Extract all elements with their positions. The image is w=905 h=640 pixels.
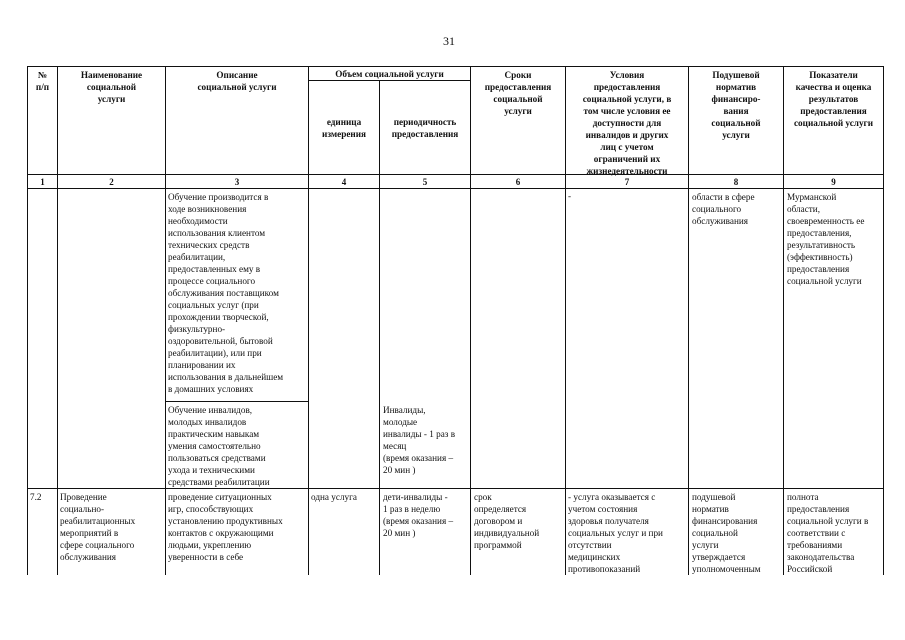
- column-number: 7: [624, 177, 630, 187]
- row-7-2-number: 7.2: [30, 492, 42, 502]
- column-number: 6: [515, 177, 521, 187]
- continuation-description-b: Обучение инвалидов, молодых инвалидов практическим навыкам умения самостоятельно пользоваться средствами ухода и техническими средствами реабилитации: [168, 405, 270, 487]
- header-term: Сроки предоставления социальной услуги: [484, 70, 552, 116]
- continuation-financing-norm: области в сфере социального обслуживания: [692, 192, 755, 226]
- header-service-description: Описание социальной услуги: [197, 70, 277, 92]
- row-7-2-frequency: дети-инвалиды - 1 раз в неделю (время оказания – 20 мин ): [383, 492, 454, 538]
- column-number: 1: [40, 177, 45, 187]
- header-service-name: Наименование социальной услуги: [80, 70, 143, 104]
- row-7-2-service-name: Проведение социально- реабилитационных мероприятий в сфере социального обслуживания: [60, 492, 136, 562]
- column-number: 3: [234, 177, 240, 187]
- header-volume-group: Объем социальной услуги: [335, 69, 444, 79]
- column-number: 9: [831, 177, 836, 187]
- column-number: 8: [733, 177, 739, 187]
- header-frequency: периодичность предоставления: [391, 117, 459, 139]
- header-quality-indicators: Показатели качества и оценка результатов предоставления социальной услуги: [793, 70, 874, 128]
- continuation-description-a: Обучение производится в ходе возникновения необходимости использования клиентом технических средств реабилитации, предоставленных ему в процессе социального обслуживания поставщиком социальных услуг (при прохождении творческой, физкультурно- оздоровительной, бытовой реабилитации), или при планировании их использования в дальнейшем в домашних условиях: [168, 192, 284, 394]
- row-7-2-description: проведение ситуационных игр, способствующих установлению продуктивных контактов с окружающими людьми, укреплению уверенности в себе: [168, 492, 283, 562]
- column-number: 5: [422, 177, 428, 187]
- header-conditions: Условия предоставления социальной услуги, в том числе условия ее доступности для инвалидов и других лиц с учетом ограничений их жизнедеятельности: [582, 70, 672, 176]
- header-unit: единица измерения: [322, 117, 366, 139]
- header-number: № п/п: [35, 70, 50, 92]
- continuation-frequency: Инвалиды, молодые инвалиды - 1 раз в месяц (время оказания – 20 мин ): [383, 405, 456, 475]
- page-number: 31: [443, 34, 455, 48]
- row-7-2-term: срок определяется договором и индивидуальной программой: [474, 492, 540, 550]
- row-7-2-financing-norm: подушевой норматив финансирования социальной услуги утверждается уполномоченным: [692, 492, 761, 574]
- column-number: 2: [109, 177, 114, 187]
- continuation-quality: Мурманской области, своевременность ее предоставления, результативность (эффективность) предоставления социальной услуги: [787, 192, 865, 286]
- column-number: 4: [341, 177, 347, 187]
- continuation-conditions: -: [568, 191, 572, 201]
- header-financing-norm: Подушевой норматив финансиро- вания социальной услуги: [711, 70, 761, 140]
- row-7-2-unit: одна услуга: [311, 492, 357, 502]
- row-7-2-quality: полнота предоставления социальной услуги в соответствии с требованиями законодательства Российской: [787, 492, 869, 574]
- row-7-2-conditions: - услуга оказывается с учетом состояния здоровья получателя социальных услуг и при отсутствии медицинских противопоказаний: [568, 492, 663, 574]
